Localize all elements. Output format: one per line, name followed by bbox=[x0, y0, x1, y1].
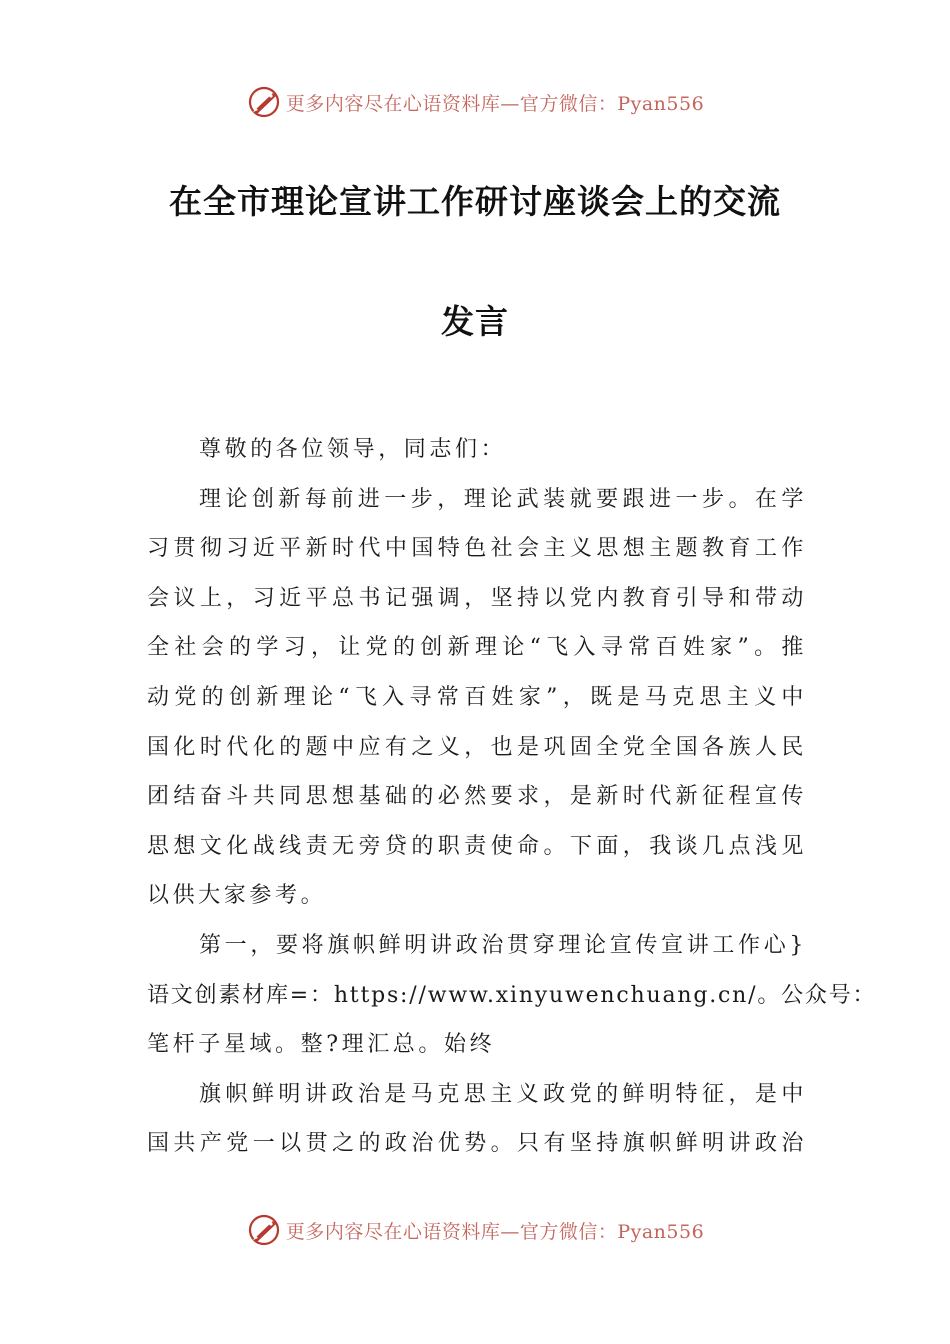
paragraph-line: 理论创新每前进一步，理论武装就要跟进一步。在学 bbox=[199, 486, 807, 512]
document-title-line-2: 发言 bbox=[441, 302, 509, 341]
paragraph-line: 习贯彻习近平新时代中国特色社会主义思想主题教育工作 bbox=[147, 536, 807, 562]
paragraph-line: 以供大家参考。 bbox=[147, 883, 327, 909]
paragraph-line: 国化时代化的题中应有之义，也是巩固全党全国各族人民 bbox=[147, 734, 807, 760]
paragraph-line: 旗帜鲜明讲政治是马克思主义政党的鲜明特征，是中 bbox=[199, 1081, 807, 1107]
document-title-line-1: 在全市理论宣讲工作研讨座谈会上的交流 bbox=[169, 182, 781, 221]
watermark-text: 更多内容尽在心语资料库—官方微信：Pyan556 bbox=[285, 1220, 705, 1243]
salutation: 尊敬的各位领导，同志们： bbox=[199, 437, 507, 462]
document-body bbox=[147, 425, 877, 1169]
paragraph-line: 动党的创新理论“飞入寻常百姓家”，既是马克思主义中 bbox=[147, 684, 807, 710]
paragraph-line: 语文创素材库=：https://www.xinyuwenchuang.cn/。公众号： bbox=[147, 982, 877, 1008]
paragraph-line: 全社会的学习，让党的创新理论“飞入寻常百姓家”。推 bbox=[147, 635, 807, 661]
pen-nib-logo-icon bbox=[246, 84, 282, 120]
paragraph-line: 第一，要将旗帜鲜明讲政治贯穿理论宣传宣讲工作心} bbox=[199, 932, 807, 958]
paragraph-line: 思想文化战线责无旁贷的职责使命。下面，我谈几点浅见 bbox=[147, 833, 807, 859]
watermark-text: 更多内容尽在心语资料库—官方微信：Pyan556 bbox=[285, 92, 705, 115]
paragraph-line: 团结奋斗共同思想基础的必然要求，是新时代新征程宣传 bbox=[147, 784, 807, 810]
pen-nib-logo-icon bbox=[246, 1212, 282, 1248]
footer-watermark-banner bbox=[0, 1210, 950, 1250]
header-watermark-banner bbox=[0, 82, 950, 122]
paragraph-line: 国共产党一以贯之的政治优势。只有坚持旗帜鲜明讲政治 bbox=[147, 1131, 807, 1157]
paragraph-line: 笔杆子星域。整?理汇总。始终 bbox=[147, 1032, 496, 1058]
paragraph-line: 会议上，习近平总书记强调，坚持以党内教育引导和带动 bbox=[147, 585, 807, 611]
